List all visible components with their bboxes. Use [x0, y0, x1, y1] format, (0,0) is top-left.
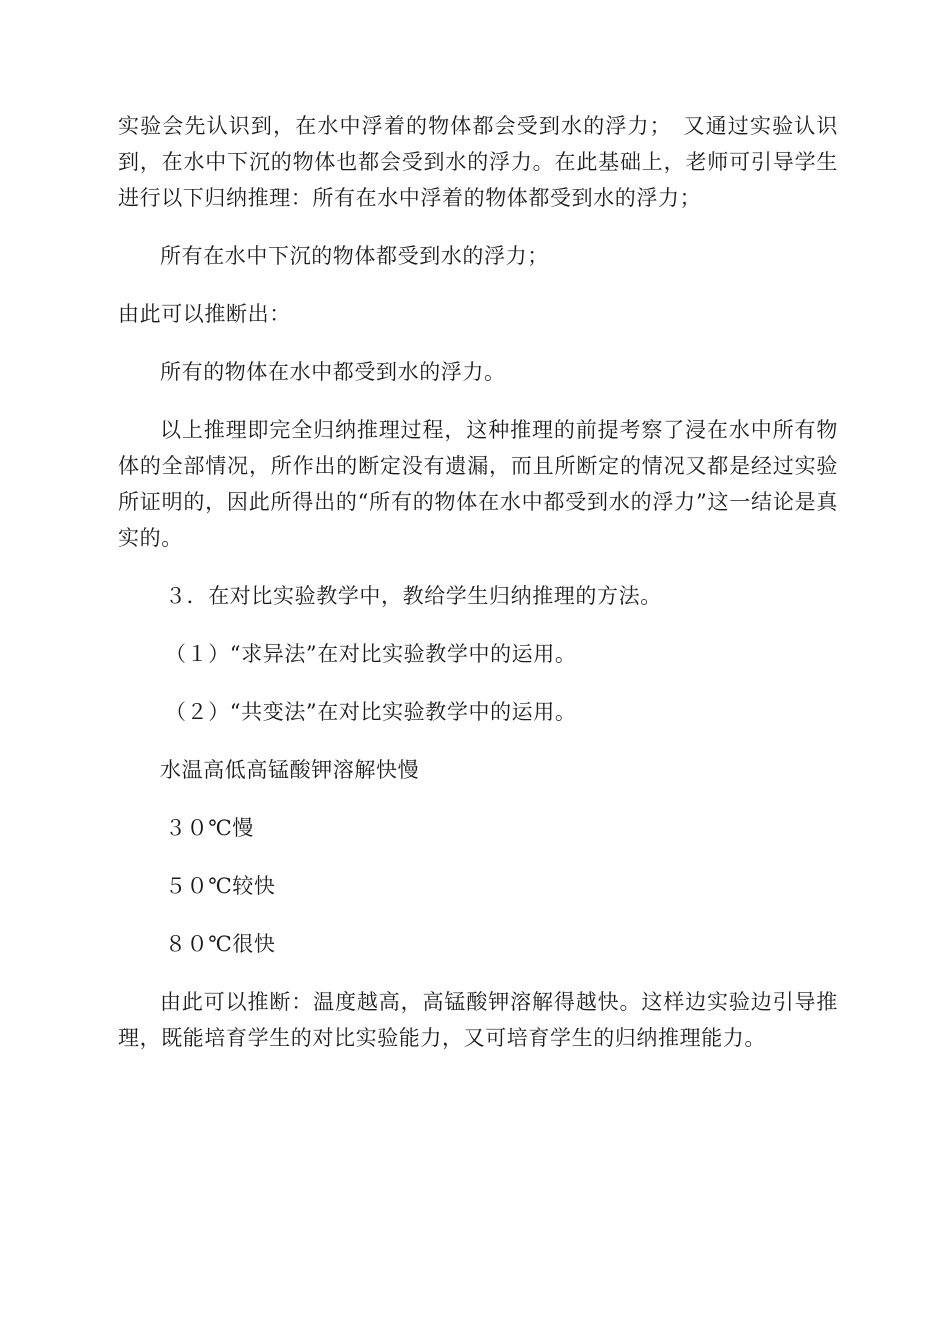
- paragraph-section-3-heading: ３．在对比实验教学中，教给学生归纳推理的方法。: [165, 584, 662, 608]
- paragraph-temp-50: ５０℃较快: [165, 874, 276, 898]
- document-body: [118, 108, 838, 1056]
- paragraph-table-header: 水温高低高锰酸钾溶解快慢: [160, 758, 420, 782]
- paragraph-final-inference: 由此可以推断：温度越高，高锰酸钾溶解得越快。这样边实验边引导推理，既能培育学生的对比实验能力，又可培育学生的归纳推理能力。: [118, 990, 838, 1050]
- paragraph-experiment-intro: 实验会先认识到，在水中浮着的物体都会受到水的浮力； 又通过实验认识到，在水中下沉的物体也都会受到水的浮力。在此基础上，老师可引导学生进行以下归纳推理：所有在水中浮着的物体都受到水的浮力；: [118, 114, 838, 210]
- paragraph-temp-80: ８０℃很快: [165, 932, 276, 956]
- paragraph-complete-induction: 以上推理即完全归纳推理过程，这种推理的前提考察了浸在水中所有物体的全部情况，所作出的断定没有遗漏，而且所断定的情况又都是经过实验所证明的，因此所得出的“所有的物体在水中都受到水的浮力”这一结论是真实的。: [118, 418, 838, 550]
- paragraph-sinking-objects: 所有在水中下沉的物体都受到水的浮力；: [160, 244, 549, 268]
- paragraph-conclusion: 所有的物体在水中都受到水的浮力。: [160, 360, 506, 384]
- paragraph-temp-30: ３０℃慢: [165, 816, 254, 840]
- paragraph-method-difference: （１）“求异法”在对比实验教学中的运用。: [165, 642, 577, 666]
- paragraph-inference-lead: 由此可以推断出：: [118, 302, 291, 326]
- paragraph-method-concomitant: （２）“共变法”在对比实验教学中的运用。: [165, 700, 577, 724]
